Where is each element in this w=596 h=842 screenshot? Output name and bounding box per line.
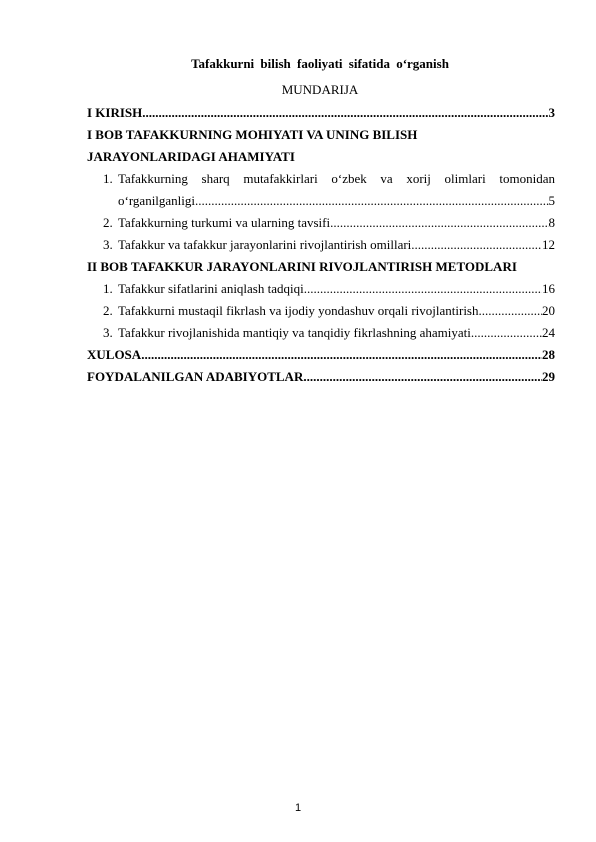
- toc-entry-label: Tafakkur rivojlanishida mantiqiy va tanqidiy fikrlashning ahamiyati: [118, 325, 471, 340]
- toc-page-number: 5: [548, 193, 555, 208]
- toc-entry-xulosa: [87, 344, 555, 366]
- toc-dot-leader: [479, 300, 543, 322]
- toc-entry-label: Tafakkurning turkumi va ularning tavsifi: [118, 215, 331, 230]
- toc-heading: MUNDARIJA: [281, 82, 359, 97]
- toc-dot-leader: [303, 366, 542, 388]
- toc-dot-leader: [471, 322, 542, 344]
- toc-page-number: 3: [548, 105, 555, 120]
- toc-entry-number: 2.: [103, 215, 113, 230]
- toc-entry-label: Tafakkur va tafakkur jarayonlarini rivojlantirish omillari: [118, 237, 412, 252]
- page-number: 1: [294, 802, 302, 814]
- toc-dot-leader: [330, 212, 548, 234]
- toc-dot-leader: [304, 278, 542, 300]
- toc-entry-label: Tafakkurni mustaqil fikrlash va ijodiy yondashuv orqali rivojlantirish: [118, 303, 479, 318]
- toc-entry-2-1: [87, 278, 555, 300]
- toc-entry-adabiyotlar: [87, 366, 555, 388]
- toc-entry-1-1: [87, 168, 555, 190]
- toc-entry-label: Tafakkur sifatlarini aniqlash tadqiqi: [118, 281, 304, 296]
- toc-page-number: 16: [542, 281, 555, 296]
- toc-dot-leader: [142, 102, 548, 124]
- table-of-contents: [87, 102, 555, 388]
- toc-entry-2-3: [87, 322, 555, 344]
- toc-dot-leader: [195, 190, 548, 212]
- toc-entry-label-line2: o‘rganilganligi: [118, 193, 196, 208]
- toc-entry-number: 1.: [103, 281, 113, 296]
- toc-chapter-2-heading: [87, 256, 555, 278]
- toc-page-number: 12: [542, 237, 555, 252]
- toc-entry-kirish: [87, 102, 555, 124]
- toc-entry-number: 2.: [103, 303, 113, 318]
- toc-entry-1-1-cont: [87, 190, 555, 212]
- toc-entry-label: FOYDALANILGAN ADABIYOTLAR: [87, 369, 304, 384]
- toc-page-number: 28: [542, 347, 555, 362]
- toc-page-number: 29: [542, 369, 555, 384]
- toc-entry-number: 3.: [103, 237, 113, 252]
- document-title: Tafakkurni bilish faoliyati sifatida o‘rganish: [191, 56, 449, 71]
- toc-page-number: 8: [548, 215, 555, 230]
- toc-chapter-1-heading: [87, 124, 555, 146]
- toc-entry-2-2: [87, 300, 555, 322]
- toc-page-number: 24: [542, 325, 555, 340]
- toc-chapter-1-line2: JARAYONLARIDAGI AHAMIYATI: [87, 149, 295, 164]
- toc-entry-1-3: [87, 234, 555, 256]
- toc-dot-leader: [141, 344, 542, 366]
- toc-dot-leader: [411, 234, 542, 256]
- toc-chapter-1-heading-cont: [87, 146, 555, 168]
- toc-chapter-1-line1: I BOB TAFAKKURNING MOHIYATI VA UNING BILISH: [87, 127, 418, 142]
- toc-entry-number: 1.: [103, 171, 113, 186]
- toc-entry-1-2: [87, 212, 555, 234]
- toc-entry-number: 3.: [103, 325, 113, 340]
- toc-chapter-2-line1: II BOB TAFAKKUR JARAYONLARINI RIVOJLANTIRISH METODLARI: [87, 259, 517, 274]
- toc-entry-label-line1: Tafakkurning sharq mutafakkirlari o‘zbek va xorij olimlari tomonidan: [118, 171, 555, 186]
- toc-entry-label: I KIRISH: [87, 105, 143, 120]
- toc-entry-label: XULOSA: [87, 347, 142, 362]
- toc-page-number: 20: [542, 303, 555, 318]
